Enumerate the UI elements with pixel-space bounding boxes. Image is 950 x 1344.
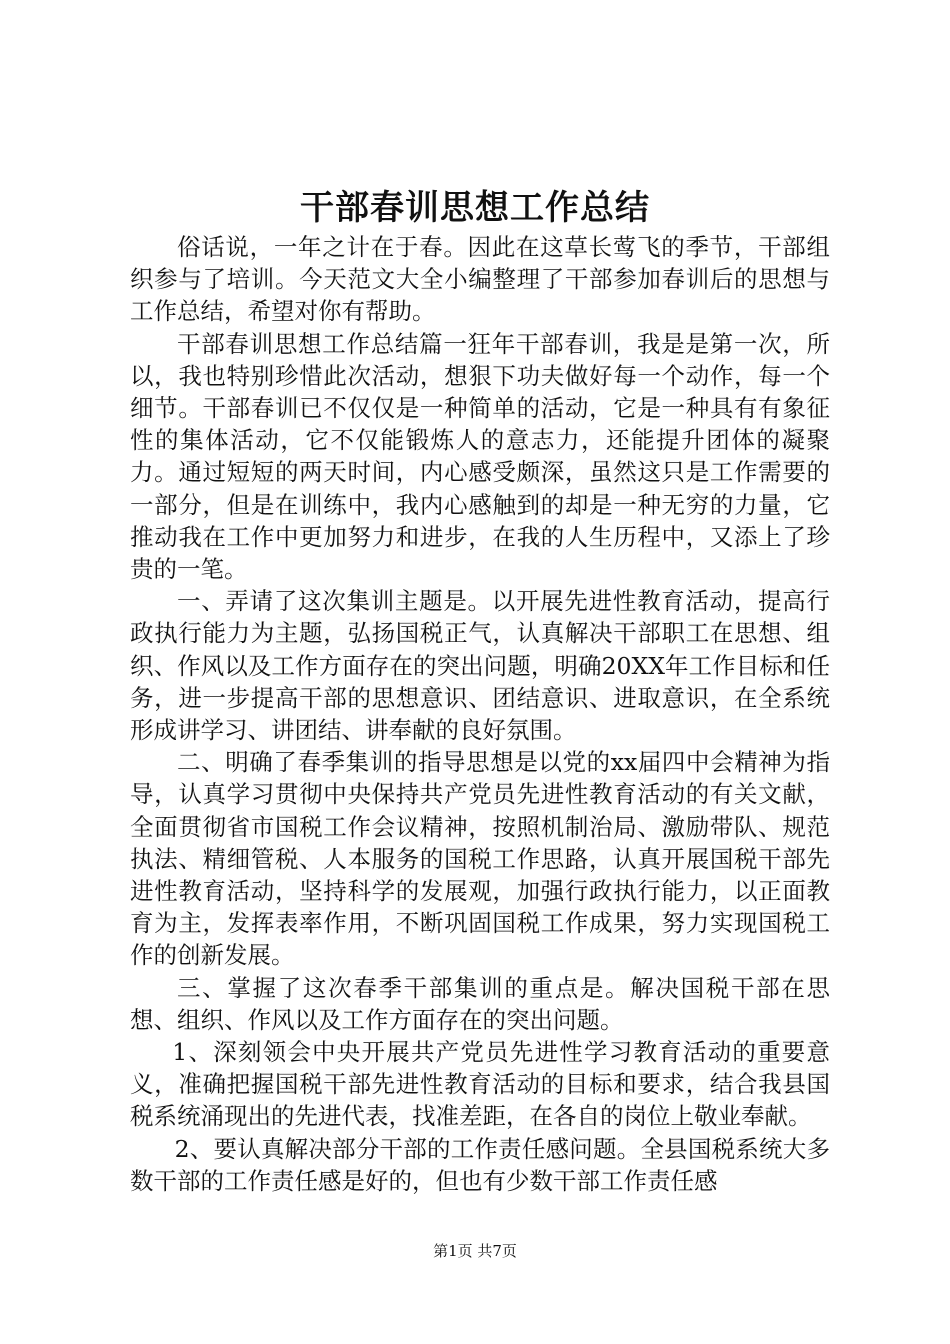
- paragraph-section-3: 三、掌握了这次春季干部集训的重点是。解决国税干部在思想、组织、作风以及工作方面存在的突出问题。: [130, 973, 830, 1034]
- paragraph-part-one: 干部春训思想工作总结篇一狂年干部春训，我是是第一次，所以，我也特别珍惜此次活动，想狠下功夫做好每一个动作，每一个细节。干部春训已不仅仅是一种简单的活动，它是一种具有有象征性的集体活动，它不仅能锻炼人的意志力，还能提升团体的凝聚力。通过短短的两天时间，内心感受颇深，虽然这只是工作需要的一部分，但是在训练中，我内心感触到的却是一种无穷的力量，它推动我在工作中更加努力和进步，在我的人生历程中，又添上了珍贵的一笔。: [130, 329, 830, 584]
- document-body: [130, 231, 830, 1197]
- page-footer: 第1页 共7页: [433, 1242, 517, 1260]
- paragraph-item-2: 2、要认真解决部分干部的工作责任感问题。全县国税系统大多数干部的工作责任感是好的，但也有少数干部工作责任感: [130, 1134, 830, 1195]
- paragraph-item-1: 1、深刻领会中央开展共产党员先进性学习教育活动的重要意义，准确把握国税干部先进性教育活动的目标和要求，结合我县国税系统涌现出的先进代表，找准差距，在各自的岗位上敬业奉献。: [130, 1038, 830, 1131]
- document-title: 干部春训思想工作总结: [300, 188, 650, 228]
- paragraph-section-1: 一、弄请了这次集训主题是。以开展先进性教育活动，提高行政执行能力为主题，弘扬国税正气，认真解决干部职工在思想、组织、作风以及工作方面存在的突出问题，明确20XX年工作目标和任务，进一步提高干部的思想意识、团结意识、进取意识，在全系统形成讲学习、讲团结、讲奉献的良好氛围。: [130, 587, 830, 745]
- paragraph-intro: 俗话说，一年之计在于春。因此在这草长莺飞的季节，干部组织参与了培训。今天范文大全小编整理了干部参加春训后的思想与工作总结，希望对你有帮助。: [130, 233, 830, 326]
- paragraph-section-2: 二、明确了春季集训的指导思想是以党的xx届四中会精神为指导，认真学习贯彻中央保持共产党员先进性教育活动的有关文献，全面贯彻省市国税工作会议精神，按照机制治局、激励带队、规范执法、精细管税、人本服务的国税工作思路，认真开展国税干部先进性教育活动，坚持科学的发展观，加强行政执行能力，以正面教育为主，发挥表率作用，不断巩固国税工作成果，努力实现国税工作的创新发展。: [130, 748, 830, 970]
